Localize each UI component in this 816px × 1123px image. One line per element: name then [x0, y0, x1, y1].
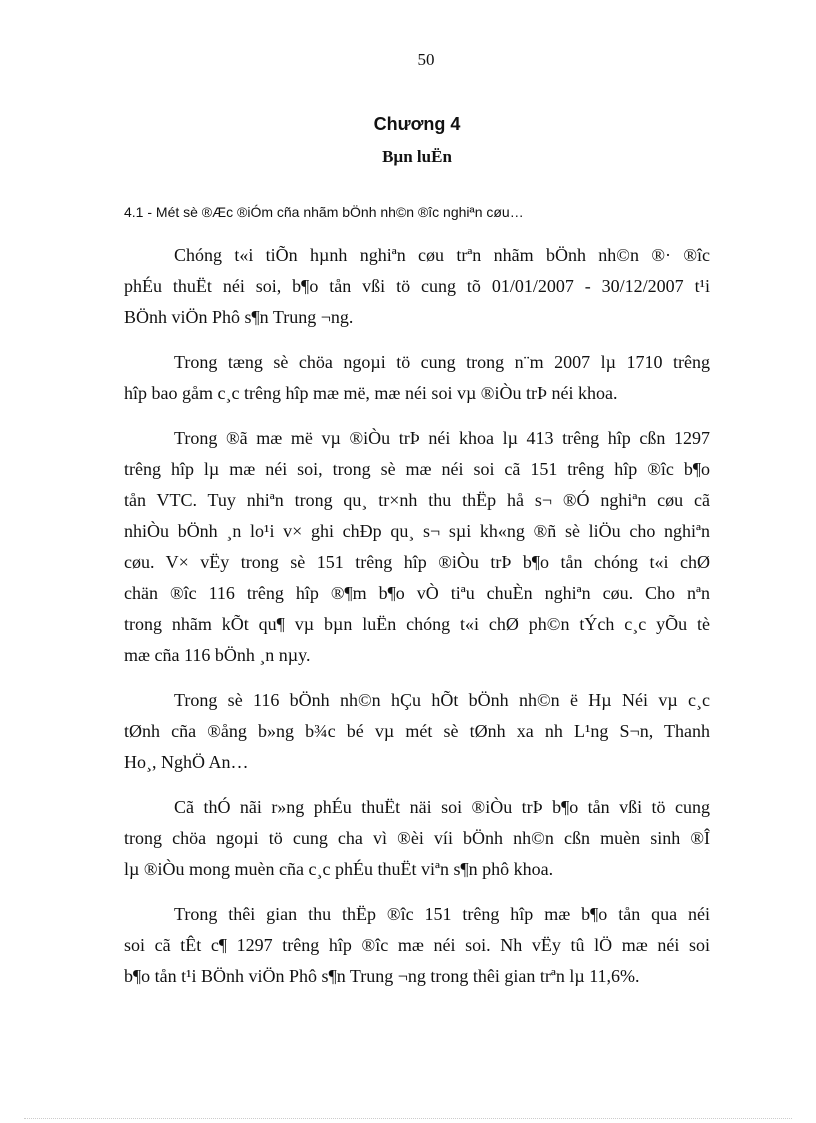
- paragraph-line: Trong ®ã mæ më vµ ®iÒu trÞ néi khoa lµ 413 trêng hîp cßn 1297: [174, 428, 710, 448]
- paragraph-line: lµ ®iÒu mong muèn cña c¸c phÉu thuËt viªn s¶n phô khoa.: [124, 859, 554, 879]
- paragraph-line: soi cã tÊt c¶ 1297 trêng hîp ®îc mæ néi soi. Nh vËy tû lÖ mæ néi soi: [124, 935, 710, 955]
- paragraph-line: mæ cña 116 bÖnh ¸n nµy.: [124, 645, 311, 665]
- paragraph-line: cøu. V× vËy trong sè 151 trêng hîp ®iÒu trÞ b¶o tån chóng t«i chØ: [124, 552, 710, 572]
- page-bottom-divider: [24, 1118, 792, 1119]
- paragraph-line: BÖnh viÖn Phô s¶n Trung ¬ng.: [124, 307, 354, 327]
- paragraph-line: trêng hîp lµ mæ néi soi, trong sè mæ néi soi cã 151 trêng hîp ®îc b¶o: [124, 459, 710, 479]
- paragraph: [124, 347, 710, 409]
- body-text: [124, 240, 710, 1006]
- paragraph-line: tØnh cña ®ång b»ng b¾c bé vµ mét sè tØnh xa nh L¹ng S¬n, Thanh: [124, 721, 710, 741]
- chapter-subtitle: Bµn luËn: [382, 147, 452, 166]
- paragraph-line: trong nhãm kÕt qu¶ vµ bµn luËn chóng t«i chØ ph©n tÝch c¸c yÕu tè: [124, 614, 710, 634]
- paragraph: [124, 899, 710, 992]
- section-heading: 4.1 - Mét sè ®Æc ®iÓm cña nhãm bÖnh nh©n ®îc nghiªn cøu…: [124, 204, 524, 220]
- paragraph-line: phÉu thuËt néi soi, b¶o tån vßi tö cung tõ 01/01/2007 - 30/12/2007 t¹i: [124, 276, 710, 296]
- paragraph-line: Trong sè 116 bÖnh nh©n hÇu hÕt bÖnh nh©n ë Hµ Néi vµ c¸c: [174, 690, 710, 710]
- paragraph: [124, 792, 710, 885]
- chapter-title: Chương 4: [373, 114, 461, 134]
- paragraph-line: Chóng t«i tiÕn hµnh nghiªn cøu trªn nhãm bÖnh nh©n ®· ®îc: [174, 245, 710, 265]
- paragraph-line: hîp bao gåm c¸c trêng hîp mæ më, mæ néi soi vµ ®iÒu trÞ néi khoa.: [124, 383, 618, 403]
- page-number: 50: [417, 50, 435, 69]
- paragraph-line: Cã thÓ nãi r»ng phÉu thuËt näi soi ®iÒu trÞ b¶o tån vßi tö cung: [174, 797, 710, 817]
- paragraph-line: nhiÒu bÖnh ¸n lo¹i v× ghi chÐp qu¸ s¬ sµi kh«ng ®ñ sè liÖu cho nghiªn: [124, 521, 710, 541]
- paragraph-line: Trong tæng sè chöa ngoµi tö cung trong n¨m 2007 lµ 1710 trêng: [174, 352, 710, 372]
- paragraph-line: tån VTC. Tuy nhiªn trong qu¸ tr×nh thu thËp hå s¬ ®Ó nghiªn cøu cã: [124, 490, 710, 510]
- paragraph-line: Trong thêi gian thu thËp ®îc 151 trêng hîp mæ b¶o tån qua néi: [174, 904, 710, 924]
- paragraph: [124, 423, 710, 671]
- paragraph: [124, 685, 710, 778]
- paragraph: [124, 240, 710, 333]
- paragraph-line: b¶o tån t¹i BÖnh viÖn Phô s¶n Trung ¬ng trong thêi gian trªn lµ 11,6%.: [124, 966, 640, 986]
- paragraph-line: trong chöa ngoµi tö cung cha vì ®èi víi bÖnh nh©n cßn muèn sinh ®Î: [124, 828, 710, 848]
- paragraph-line: Ho¸, NghÖ An…: [124, 752, 249, 772]
- paragraph-line: chän ®îc 116 trêng hîp ®¶m b¶o vÒ tiªu chuÈn nghiªn cøu. Cho nªn: [124, 583, 710, 603]
